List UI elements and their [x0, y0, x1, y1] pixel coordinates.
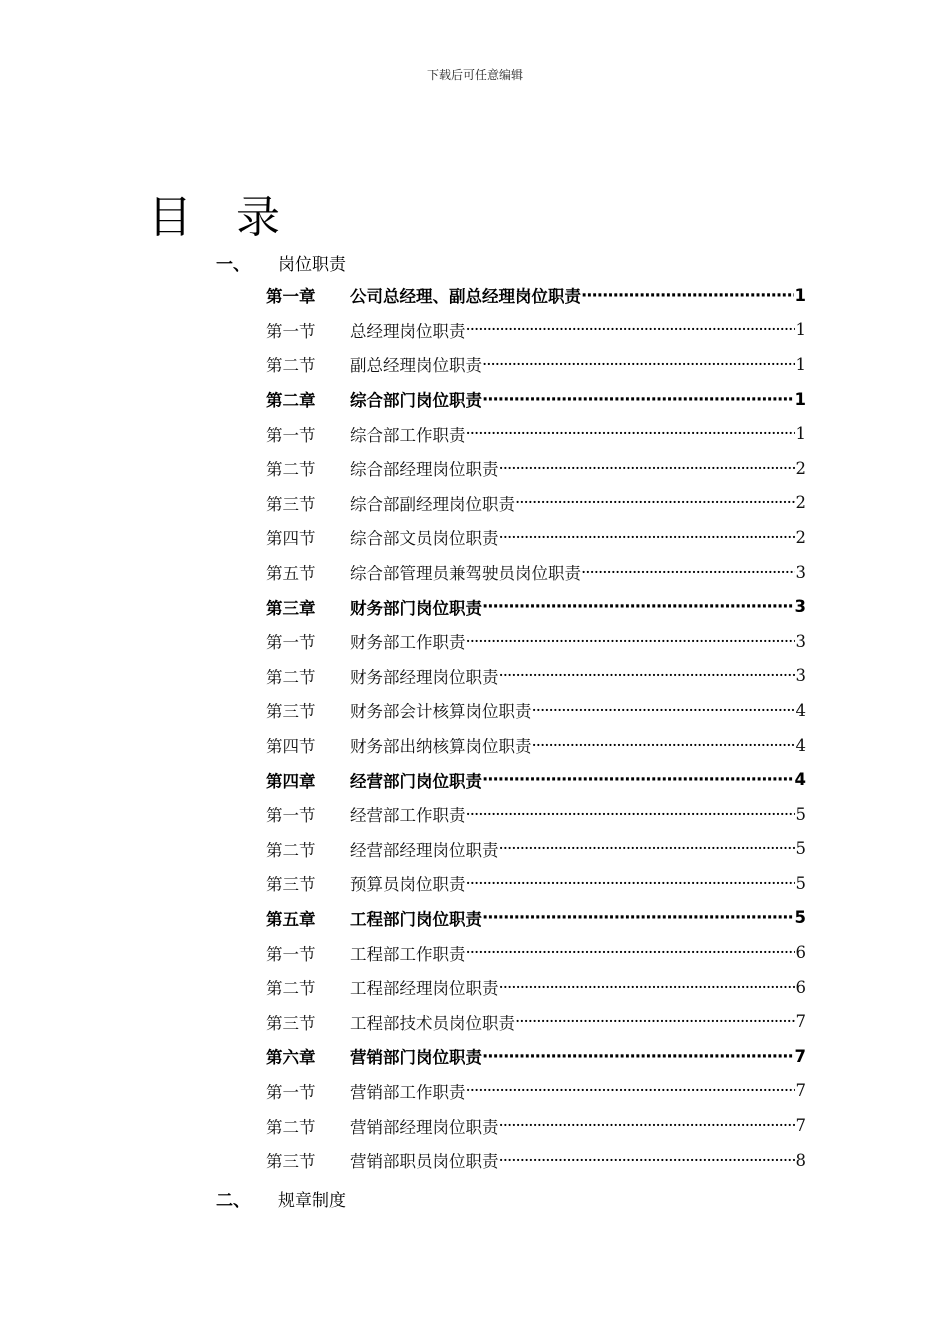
toc-section-entry[interactable] [266, 520, 806, 555]
toc-section-entry[interactable] [266, 728, 806, 763]
toc-leader-dots [499, 459, 795, 478]
toc-chapter-entry[interactable] [266, 382, 806, 417]
toc-section-entry[interactable] [266, 866, 806, 901]
toc-page-number: 5 [794, 908, 806, 928]
toc-section-entry[interactable] [266, 935, 806, 970]
toc-entry-label: 第五节 [266, 564, 316, 584]
part-number: 二、 [216, 1191, 250, 1211]
toc-section-entry[interactable] [266, 1004, 806, 1039]
toc-section-entry[interactable] [266, 486, 806, 521]
toc-page-number: 2 [795, 493, 806, 513]
toc-entry-title: 综合部文员岗位职责 [350, 529, 499, 549]
toc-entry-title: 工程部经理岗位职责 [350, 979, 499, 999]
toc-section-entry[interactable] [266, 1143, 806, 1178]
toc-entry-title: 营销部工作职责 [350, 1082, 466, 1102]
toc-entry-title: 经营部经理岗位职责 [350, 840, 499, 860]
toc-leader-dots [466, 320, 795, 339]
toc-entry-label: 第一节 [266, 1082, 316, 1102]
toc-entry-title: 总经理岗位职责 [350, 321, 466, 341]
toc-entry-label: 第四章 [266, 771, 316, 791]
toc-page-number: 7 [795, 1081, 806, 1101]
toc-entry-title: 财务部经理岗位职责 [350, 667, 499, 687]
toc-section-entry[interactable] [266, 451, 806, 486]
toc-page-number: 5 [795, 839, 806, 859]
toc-page-number: 3 [795, 666, 806, 686]
toc-leader-dots [499, 1151, 795, 1170]
toc-leader-dots [581, 286, 794, 305]
toc-entry-title: 副总经理岗位职责 [350, 356, 482, 376]
toc-entry-title: 财务部工作职责 [350, 633, 466, 653]
toc-entry-title: 综合部管理员兼驾驶员岗位职责 [350, 564, 581, 584]
toc-chapter-entry[interactable] [266, 589, 806, 624]
toc-entry-title: 营销部经理岗位职责 [350, 1117, 499, 1137]
toc-entry-title: 综合部经理岗位职责 [350, 460, 499, 480]
toc-leader-dots [515, 1012, 795, 1031]
toc-leader-dots [466, 874, 795, 893]
toc-section-entry[interactable] [266, 416, 806, 451]
toc-page-number: 4 [795, 700, 806, 720]
toc-leader-dots [466, 805, 795, 824]
toc-entry-label: 第二节 [266, 667, 316, 687]
toc-leader-dots [466, 632, 795, 651]
toc-entry-title: 营销部门岗位职责 [350, 1048, 482, 1068]
toc-section-entry[interactable] [266, 313, 806, 348]
toc-entries [266, 278, 806, 1177]
toc-entry-label: 第一节 [266, 944, 316, 964]
toc-leader-dots [482, 355, 795, 374]
toc-entry-label: 第一章 [266, 287, 316, 307]
toc-entry-title: 工程部技术员岗位职责 [350, 1013, 515, 1033]
toc-entry-label: 第三节 [266, 494, 316, 514]
toc-entry-label: 第二节 [266, 460, 316, 480]
toc-page-number: 8 [795, 1150, 806, 1170]
toc-leader-dots [515, 493, 795, 512]
toc-leader-dots [466, 424, 795, 443]
toc-entry-label: 第三章 [266, 598, 316, 618]
toc-entry-label: 第二章 [266, 391, 316, 411]
toc-page-number: 1 [795, 320, 806, 340]
toc-entry-title: 预算员岗位职责 [350, 875, 466, 895]
toc-page-number: 6 [795, 943, 806, 963]
toc-entry-title: 工程部门岗位职责 [350, 909, 482, 929]
toc-page-number: 6 [795, 977, 806, 997]
toc-leader-dots [532, 736, 795, 755]
toc-entry-title: 财务部门岗位职责 [350, 598, 482, 618]
toc-entry-title: 经营部门岗位职责 [350, 771, 482, 791]
toc-page-number: 2 [795, 458, 806, 478]
toc-entry-title: 工程部工作职责 [350, 944, 466, 964]
toc-section-entry[interactable] [266, 555, 806, 590]
toc-page-number: 7 [795, 1116, 806, 1136]
toc-leader-dots [499, 666, 795, 685]
toc-chapter-entry[interactable] [266, 1039, 806, 1074]
toc-entry-title: 营销部职员岗位职责 [350, 1152, 499, 1172]
toc-entry-title: 财务部会计核算岗位职责 [350, 702, 532, 722]
toc-section-entry[interactable] [266, 970, 806, 1005]
toc-entry-title: 综合部工作职责 [350, 425, 466, 445]
toc-leader-dots [482, 1047, 794, 1066]
toc-page-number: 2 [795, 527, 806, 547]
toc-page-number: 5 [795, 804, 806, 824]
toc-entry-label: 第五章 [266, 909, 316, 929]
toc-entry-label: 第三节 [266, 875, 316, 895]
header-note: 下载后可任意编辑 [426, 68, 523, 82]
toc-leader-dots [499, 1116, 795, 1135]
part-heading-1 [216, 250, 346, 275]
toc-entry-label: 第一节 [266, 806, 316, 826]
toc-page-number: 4 [795, 735, 806, 755]
toc-section-entry[interactable] [266, 659, 806, 694]
toc-section-entry[interactable] [266, 1108, 806, 1143]
toc-leader-dots [466, 943, 795, 962]
toc-entry-label: 第一节 [266, 633, 316, 653]
toc-entry-label: 第二节 [266, 979, 316, 999]
toc-section-entry[interactable] [266, 1074, 806, 1109]
part-heading-2 [216, 1186, 346, 1211]
toc-section-entry[interactable] [266, 347, 806, 382]
toc-leader-dots [499, 839, 795, 858]
toc-page-number: 1 [794, 285, 806, 305]
toc-leader-dots [532, 701, 795, 720]
toc-entry-label: 第二节 [266, 840, 316, 860]
toc-page-number: 3 [795, 562, 806, 582]
toc-entry-title: 综合部门岗位职责 [350, 391, 482, 411]
toc-entry-label: 第一节 [266, 321, 316, 341]
toc-section-entry[interactable] [266, 693, 806, 728]
toc-leader-dots [482, 597, 794, 616]
toc-entry-label: 第二节 [266, 1117, 316, 1137]
toc-page-number: 1 [795, 354, 806, 374]
toc-entry-label: 第三节 [266, 702, 316, 722]
toc-entry-label: 第三节 [266, 1152, 316, 1172]
toc-leader-dots [499, 978, 795, 997]
part-number: 一、 [216, 255, 250, 275]
toc-entry-title: 公司总经理、副总经理岗位职责 [350, 287, 581, 307]
toc-chapter-entry[interactable] [266, 762, 806, 797]
toc-page-number: 1 [794, 389, 806, 409]
toc-entry-title: 综合部副经理岗位职责 [350, 494, 515, 514]
part-title: 规章制度 [278, 1191, 346, 1211]
toc-leader-dots [499, 528, 795, 547]
toc-title: 目录 [148, 192, 324, 243]
toc-leader-dots [482, 770, 794, 789]
toc-section-entry[interactable] [266, 832, 806, 867]
toc-leader-dots [466, 1081, 795, 1100]
toc-entry-label: 第一节 [266, 425, 316, 445]
toc-entry-label: 第四节 [266, 529, 316, 549]
toc-page-number: 3 [795, 631, 806, 651]
toc-leader-dots [581, 563, 795, 582]
toc-leader-dots [482, 908, 794, 927]
toc-section-entry[interactable] [266, 624, 806, 659]
toc-page-number: 7 [794, 1046, 806, 1066]
toc-entry-label: 第二节 [266, 356, 316, 376]
toc-entry-label: 第六章 [266, 1048, 316, 1068]
toc-chapter-entry[interactable] [266, 278, 806, 313]
toc-page-number: 1 [795, 424, 806, 444]
toc-entry-title: 经营部工作职责 [350, 806, 466, 826]
toc-page-number: 5 [795, 873, 806, 893]
toc-chapter-entry[interactable] [266, 901, 806, 936]
part-title: 岗位职责 [278, 255, 346, 275]
toc-section-entry[interactable] [266, 797, 806, 832]
toc-page-number: 7 [795, 1012, 806, 1032]
toc-leader-dots [482, 390, 794, 409]
toc-entry-label: 第四节 [266, 737, 316, 757]
toc-page-number: 3 [794, 597, 806, 617]
toc-entry-label: 第三节 [266, 1013, 316, 1033]
toc-entry-title: 财务部出纳核算岗位职责 [350, 737, 532, 757]
toc-page-number: 4 [794, 770, 806, 790]
